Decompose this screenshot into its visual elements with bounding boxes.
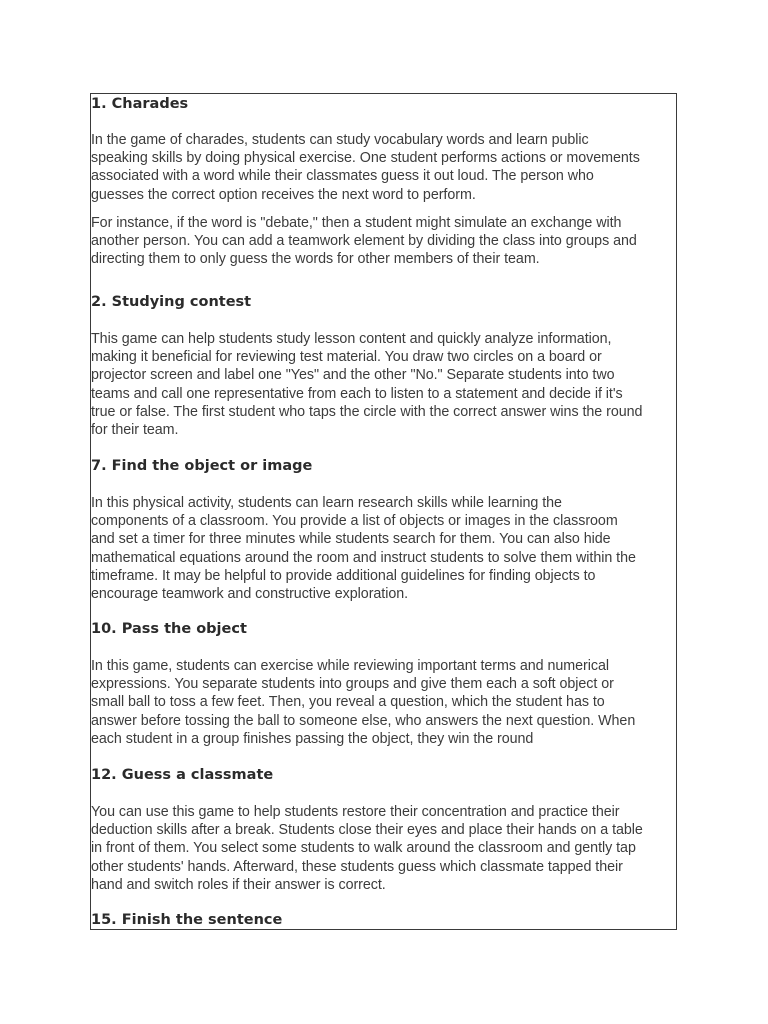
paragraph-line: directing them to only guess the words for other members of their team.	[91, 251, 540, 268]
section-paragraph	[91, 214, 637, 269]
section-heading: 10. Pass the object	[91, 621, 247, 637]
paragraph-line: speaking skills by doing physical exercise. One student performs actions or movements	[91, 150, 640, 167]
paragraph-line: deduction skills after a break. Students close their eyes and place their hands on a table	[91, 822, 643, 839]
paragraph-line: answer before tossing the ball to someone else, who answers the next question. When	[91, 712, 636, 729]
section-paragraph	[91, 657, 635, 748]
paragraph-line: timeframe. It may be helpful to provide additional guidelines for finding objects to	[91, 567, 596, 584]
paragraph-line: You can use this game to help students restore their concentration and practice their	[91, 804, 620, 820]
section-heading: 2. Studying contest	[91, 294, 252, 310]
paragraph-line: expressions. You separate students into groups and give them each a soft object or	[91, 676, 614, 693]
paragraph-line: For instance, if the word is "debate," then a student might simulate an exchange with	[91, 215, 622, 231]
paragraph-line: projector screen and label one "Yes" and the other "No." Separate students into two	[91, 367, 615, 384]
paragraph-line: for their team.	[91, 422, 179, 439]
paragraph-line: true or false. The first student who taps the circle with the correct answer wins the round	[91, 403, 643, 420]
paragraph-line: another person. You can add a teamwork element by dividing the class into groups and	[91, 233, 637, 250]
section-paragraph	[91, 330, 642, 439]
paragraph-line: hand and switch roles if their answer is correct.	[91, 876, 386, 893]
section-heading: 1. Charades	[91, 96, 189, 112]
paragraph-line: In the game of charades, students can study vocabulary words and learn public	[91, 132, 589, 148]
section-paragraph	[91, 131, 640, 204]
paragraph-line: encourage teamwork and constructive exploration.	[91, 586, 409, 603]
section-paragraph	[91, 803, 643, 894]
section-paragraph	[91, 494, 636, 603]
paragraph-line: In this game, students can exercise while reviewing important terms and numerical	[91, 658, 610, 674]
paragraph-line: mathematical equations around the room and instruct students to solve them within the	[91, 549, 636, 566]
paragraph-line: each student in a group finishes passing the object, they win the round	[91, 730, 534, 747]
paragraph-line: other students' hands. Afterward, these students guess which classmate tapped their	[91, 858, 623, 875]
paragraph-line: and set a timer for three minutes while students search for them. You can also hide	[91, 531, 611, 548]
paragraph-line: components of a classroom. You provide a list of objects or images in the classroom	[91, 513, 618, 530]
paragraph-line: teams and call one representative from each to listen to a statement and decide if it's	[91, 385, 623, 402]
section-heading: 7. Find the object or image	[91, 458, 313, 474]
section-heading: 15. Finish the sentence	[91, 912, 283, 928]
section-heading: 12. Guess a classmate	[91, 767, 274, 783]
document-frame	[90, 93, 677, 930]
paragraph-line: In this physical activity, students can learn research skills while learning the	[91, 495, 562, 511]
paragraph-line: This game can help students study lesson content and quickly analyze information,	[91, 331, 612, 347]
paragraph-line: associated with a word while their classmates guess it out loud. The person who	[91, 168, 594, 185]
paragraph-line: guesses the correct option receives the next word to perform.	[91, 186, 476, 203]
paragraph-line: in front of them. You select some students to walk around the classroom and gently tap	[91, 840, 636, 857]
paragraph-line: small ball to toss a few feet. Then, you reveal a question, which the student has to	[91, 694, 605, 711]
paragraph-line: making it beneficial for reviewing test material. You draw two circles on a board or	[91, 349, 602, 366]
